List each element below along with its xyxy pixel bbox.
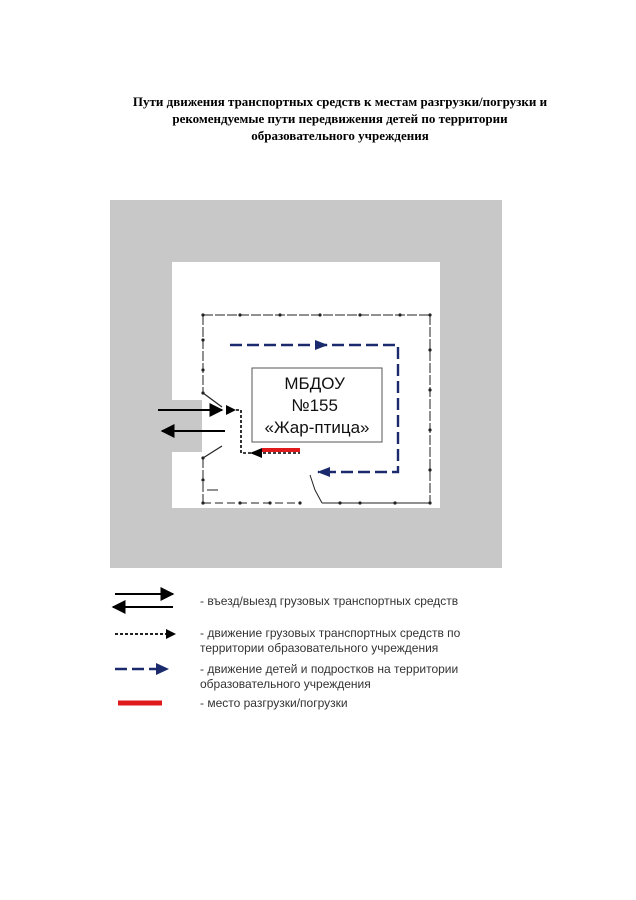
title-line-2: рекомендуемые пути передвижения детей по территории (172, 111, 508, 126)
title-line-3: образовательного учреждения (251, 128, 429, 143)
truck-path-arrow-in (226, 405, 236, 415)
legend-loading-zone-text (200, 696, 348, 711)
legend-children-movement-line-1: - движение детей и подростков на территории (200, 662, 459, 676)
building-name-line-3: «Жар-птица» (264, 418, 370, 437)
legend-entry-exit (200, 594, 458, 609)
legend-entry-exit-line-1: - въезд/выезд грузовых транспортных средств (200, 594, 459, 608)
entrance-road (172, 400, 202, 452)
legend-truck-movement-line-2: территории образовательного учреждения (200, 641, 439, 655)
legend-children-arrowhead (156, 663, 169, 675)
legend-children-movement (200, 662, 458, 692)
legend-truck-movement-line-1: - движение грузовых транспортных средств по (200, 626, 461, 640)
truck-path-arrow-out (250, 448, 262, 458)
legend-truck-arrowhead (166, 629, 176, 639)
building-name-line-1: МБДОУ (284, 374, 345, 393)
gate (203, 393, 222, 458)
title-line-1: Пути движения транспортных средств к местам разгрузки/погрузки и (132, 94, 548, 109)
legend-loading-zone-line-1: - место разгрузки/погрузки (200, 696, 348, 710)
legend-truck-movement (200, 626, 460, 656)
children-path-arrow-bottom (317, 467, 330, 477)
building-name-line-2: №155 (291, 396, 338, 415)
children-path-arrow-top (315, 340, 328, 350)
legend-children-movement-line-2: образовательного учреждения (200, 677, 371, 691)
